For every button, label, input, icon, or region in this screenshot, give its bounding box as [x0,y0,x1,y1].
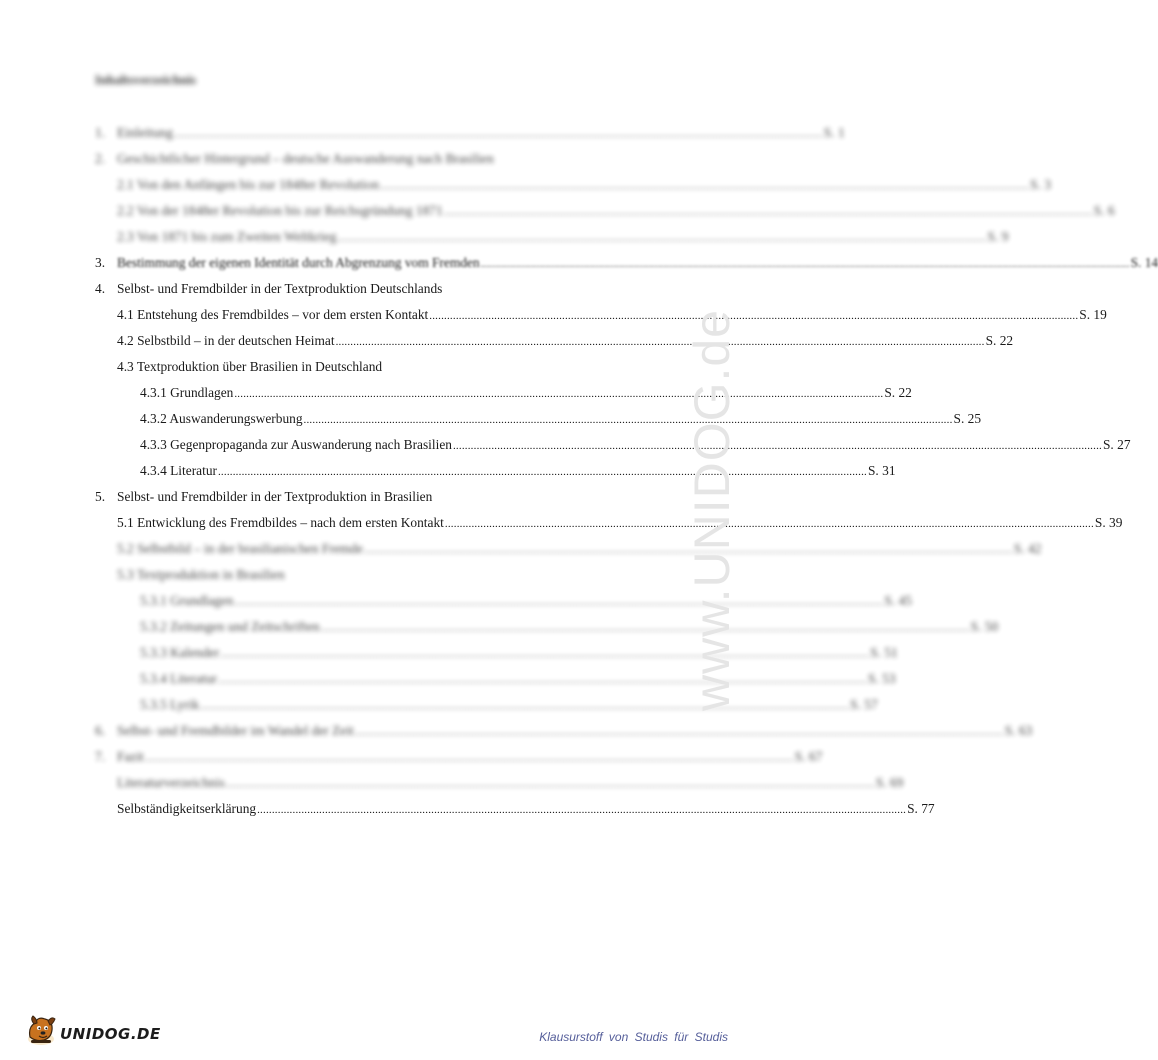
toc-entry-title: 4.1 Entstehung des Fremdbildes – vor dem ersten Kontakt [117,307,429,322]
toc-entry-title: 4.3.4 Literatur [140,463,217,478]
toc-entry-title: 4.3.3 Gegenpropaganda zur Auswanderung nach Brasilien [140,437,452,452]
toc-entry[interactable] [140,644,898,663]
toc-entry-title: 5.3.5 Lyrik [140,697,200,712]
toc-entry-page: S. 42 [1013,541,1042,556]
toc-entry-title: 5.1 Entwicklung des Fremdbildes – nach dem ersten Kontakt [117,515,444,530]
toc-entry[interactable] [117,774,904,793]
logo-text: UNIDOG.DE [60,1025,161,1043]
toc-entry[interactable] [117,748,823,767]
toc-entry[interactable] [117,566,340,584]
toc-entry[interactable] [140,436,1131,455]
toc-entry-page: S. 39 [1094,515,1123,530]
toc-entry-title: 4.2 Selbstbild – in der deutschen Heimat [117,333,335,348]
toc-entry[interactable] [117,254,1158,273]
toc-entry[interactable] [117,540,1042,559]
toc-entry-page: S. 22 [884,385,912,400]
toc-leader-dots: ............................................................................................................................................................................................................................ [225,778,875,790]
toc-entry[interactable] [117,280,614,298]
toc-entry-page: S. 9 [987,229,1009,244]
toc-entry-page: S. 67 [794,749,823,764]
toc-entry-title: Selbständigkeitserklärung [117,801,257,816]
toc-entry-title: Literaturverzeichnis [117,775,225,790]
toc-entry-title: 5.3 Textproduktion in Brasilien [117,567,285,582]
toc-entry-number: 7. [95,749,106,764]
toc-entry-title: 2.3 Von 1871 bis zum Zweiten Weltkrieg [117,229,337,244]
toc-leader-dots: ............................................................................................................................................................................................................................ [234,388,884,400]
toc-entry[interactable] [117,176,1051,195]
toc-entry-page: S. 19 [1079,307,1107,322]
toc-entry[interactable] [117,228,1009,247]
toc-entry[interactable] [117,202,1115,221]
toc-entry-title: 2.1 Von den Anfängen bis zur 1848er Revolution [117,177,380,192]
toc-leader-dots: ............................................................................................................................................................................................................................ [303,414,953,426]
toc-entry-page: S. 77 [907,801,935,816]
toc-entry[interactable] [117,124,845,143]
toc-leader-dots: ............................................................................................................................................................................................................................ [380,180,1030,192]
toc-entry-page: S. 50 [970,619,999,634]
toc-entry[interactable] [117,800,935,819]
toc-entry-title: 4.3 Textproduktion über Brasilien in Deutschland [117,359,383,374]
toc-entry-page: S. 45 [884,593,912,608]
toc-entry-title: 5.2 Selbstbild – in der brasilianischen Fremde [117,541,363,556]
toc-leader-dots: ............................................................................................................................................................................................................................ [144,752,794,764]
footer-slogan: Klausurstoff von Studis für Studis [539,1030,728,1044]
toc-entry[interactable] [140,618,999,637]
toc-leader-dots: ............................................................................................................................................................................................................................ [220,648,870,660]
toc-entry[interactable] [117,358,614,376]
toc-leader-dots: ............................................................................................................................................................................................................................ [452,440,1102,452]
toc-leader-dots: ............................................................................................................................................................................................................................ [429,310,1079,322]
toc-entry-page: S. 14 [1130,255,1158,270]
toc-entry-number: 5. [95,489,106,504]
toc-entry-page: S. 53 [867,671,896,686]
toc-entry-title: Bestimmung der eigenen Identität durch Abgrenzung vom Fremden [117,255,480,270]
toc-entry[interactable] [140,384,912,403]
toc-entry-title: Geschichtlicher Hintergrund – deutsche Auswanderung nach Brasilien [117,151,494,166]
toc-leader-dots: ............................................................................................................................................................................................................................ [217,466,867,478]
watermark: www.UNIDOG.de [684,309,740,711]
toc-entry-number: 4. [95,281,106,296]
toc-entry[interactable] [117,150,545,168]
toc-entry[interactable] [140,670,896,689]
toc-entry-title: Einleitung [117,125,173,140]
toc-leader-dots: ............................................................................................................................................................................................................................ [257,804,907,816]
toc-entry-title: 5.3.4 Literatur [140,671,217,686]
toc-entry-page: S. 25 [953,411,982,426]
toc-heading: Inhaltsverzeichnis [95,72,197,87]
toc-entry-title: Selbst- und Fremdbilder in der Textproduktion Deutschlands [117,281,443,296]
toc-leader-dots: ............................................................................................................................................................................................................................ [217,674,867,686]
toc-entry-page: S. 22 [985,333,1014,348]
toc-entry[interactable] [117,514,1123,533]
toc-entry[interactable] [117,488,614,506]
toc-entry-title: 5.3.3 Kalender [140,645,220,660]
toc-entry-number: 3. [95,255,106,270]
toc-leader-dots: ............................................................................................................................................................................................................................ [320,622,970,634]
toc-leader-dots: ............................................................................................................................................................................................................................ [173,128,823,140]
toc-entry-title: 4.3.2 Auswanderungswerbung [140,411,303,426]
toc-entry[interactable] [140,592,912,611]
toc-entry-page: S. 27 [1102,437,1131,452]
toc-entry-number: 6. [95,723,106,738]
toc-entry[interactable] [117,332,1014,351]
toc-leader-dots: ............................................................................................................................................................................................................................ [444,518,1094,530]
toc-entry-number: 1. [95,125,106,140]
toc-entry-title: Fazit [117,749,144,764]
toc-entry-title: 2.2 Von der 1848er Revolution bis zur Reichsgründung 1871 [117,203,443,218]
toc-leader-dots: ............................................................................................................................................................................................................................ [337,232,987,244]
toc-leader-dots: ............................................................................................................................................................................................................................ [234,596,884,608]
toc-entry-title: 5.3.2 Zeitungen und Zeitschriften [140,619,320,634]
toc-entry-page: S. 51 [870,645,898,660]
toc-entry-page: S. 6 [1093,203,1115,218]
toc-entry[interactable] [140,462,896,481]
toc-leader-dots: ............................................................................................................................................................................................................................ [200,700,850,712]
toc-entry[interactable] [140,410,982,429]
toc-entry-page: S. 3 [1030,177,1051,192]
toc-entry-page: S. 69 [875,775,904,790]
toc-entry[interactable] [117,722,1033,741]
toc-entry-number: 2. [95,151,106,166]
toc-entry-title: 4.3.1 Grundlagen [140,385,234,400]
toc-entry-title: Selbst- und Fremdbilder im Wandel der Zeit [117,723,354,738]
toc-entry-page: S. 63 [1004,723,1033,738]
toc-entry-page: S. 57 [850,697,878,712]
toc-leader-dots: ............................................................................................................................................................................................................................ [363,544,1013,556]
toc-leader-dots: ............................................................................................................................................................................................................................ [480,258,1130,270]
toc-leader-dots: ............................................................................................................................................................................................................................ [443,206,1093,218]
unidog-logo[interactable] [24,1013,161,1047]
toc-entry[interactable] [117,306,1107,325]
toc-entry[interactable] [140,696,878,715]
toc-entry-title: 5.3.1 Grundlagen [140,593,234,608]
toc-leader-dots: ............................................................................................................................................................................................................................ [354,726,1004,738]
toc-entry-page: S. 1 [823,125,845,140]
toc-leader-dots: ............................................................................................................................................................................................................................ [335,336,985,348]
dog-mascot-icon [24,1013,58,1047]
toc-entry-page: S. 31 [867,463,896,478]
toc-entry-title: Selbst- und Fremdbilder in der Textproduktion in Brasilien [117,489,433,504]
